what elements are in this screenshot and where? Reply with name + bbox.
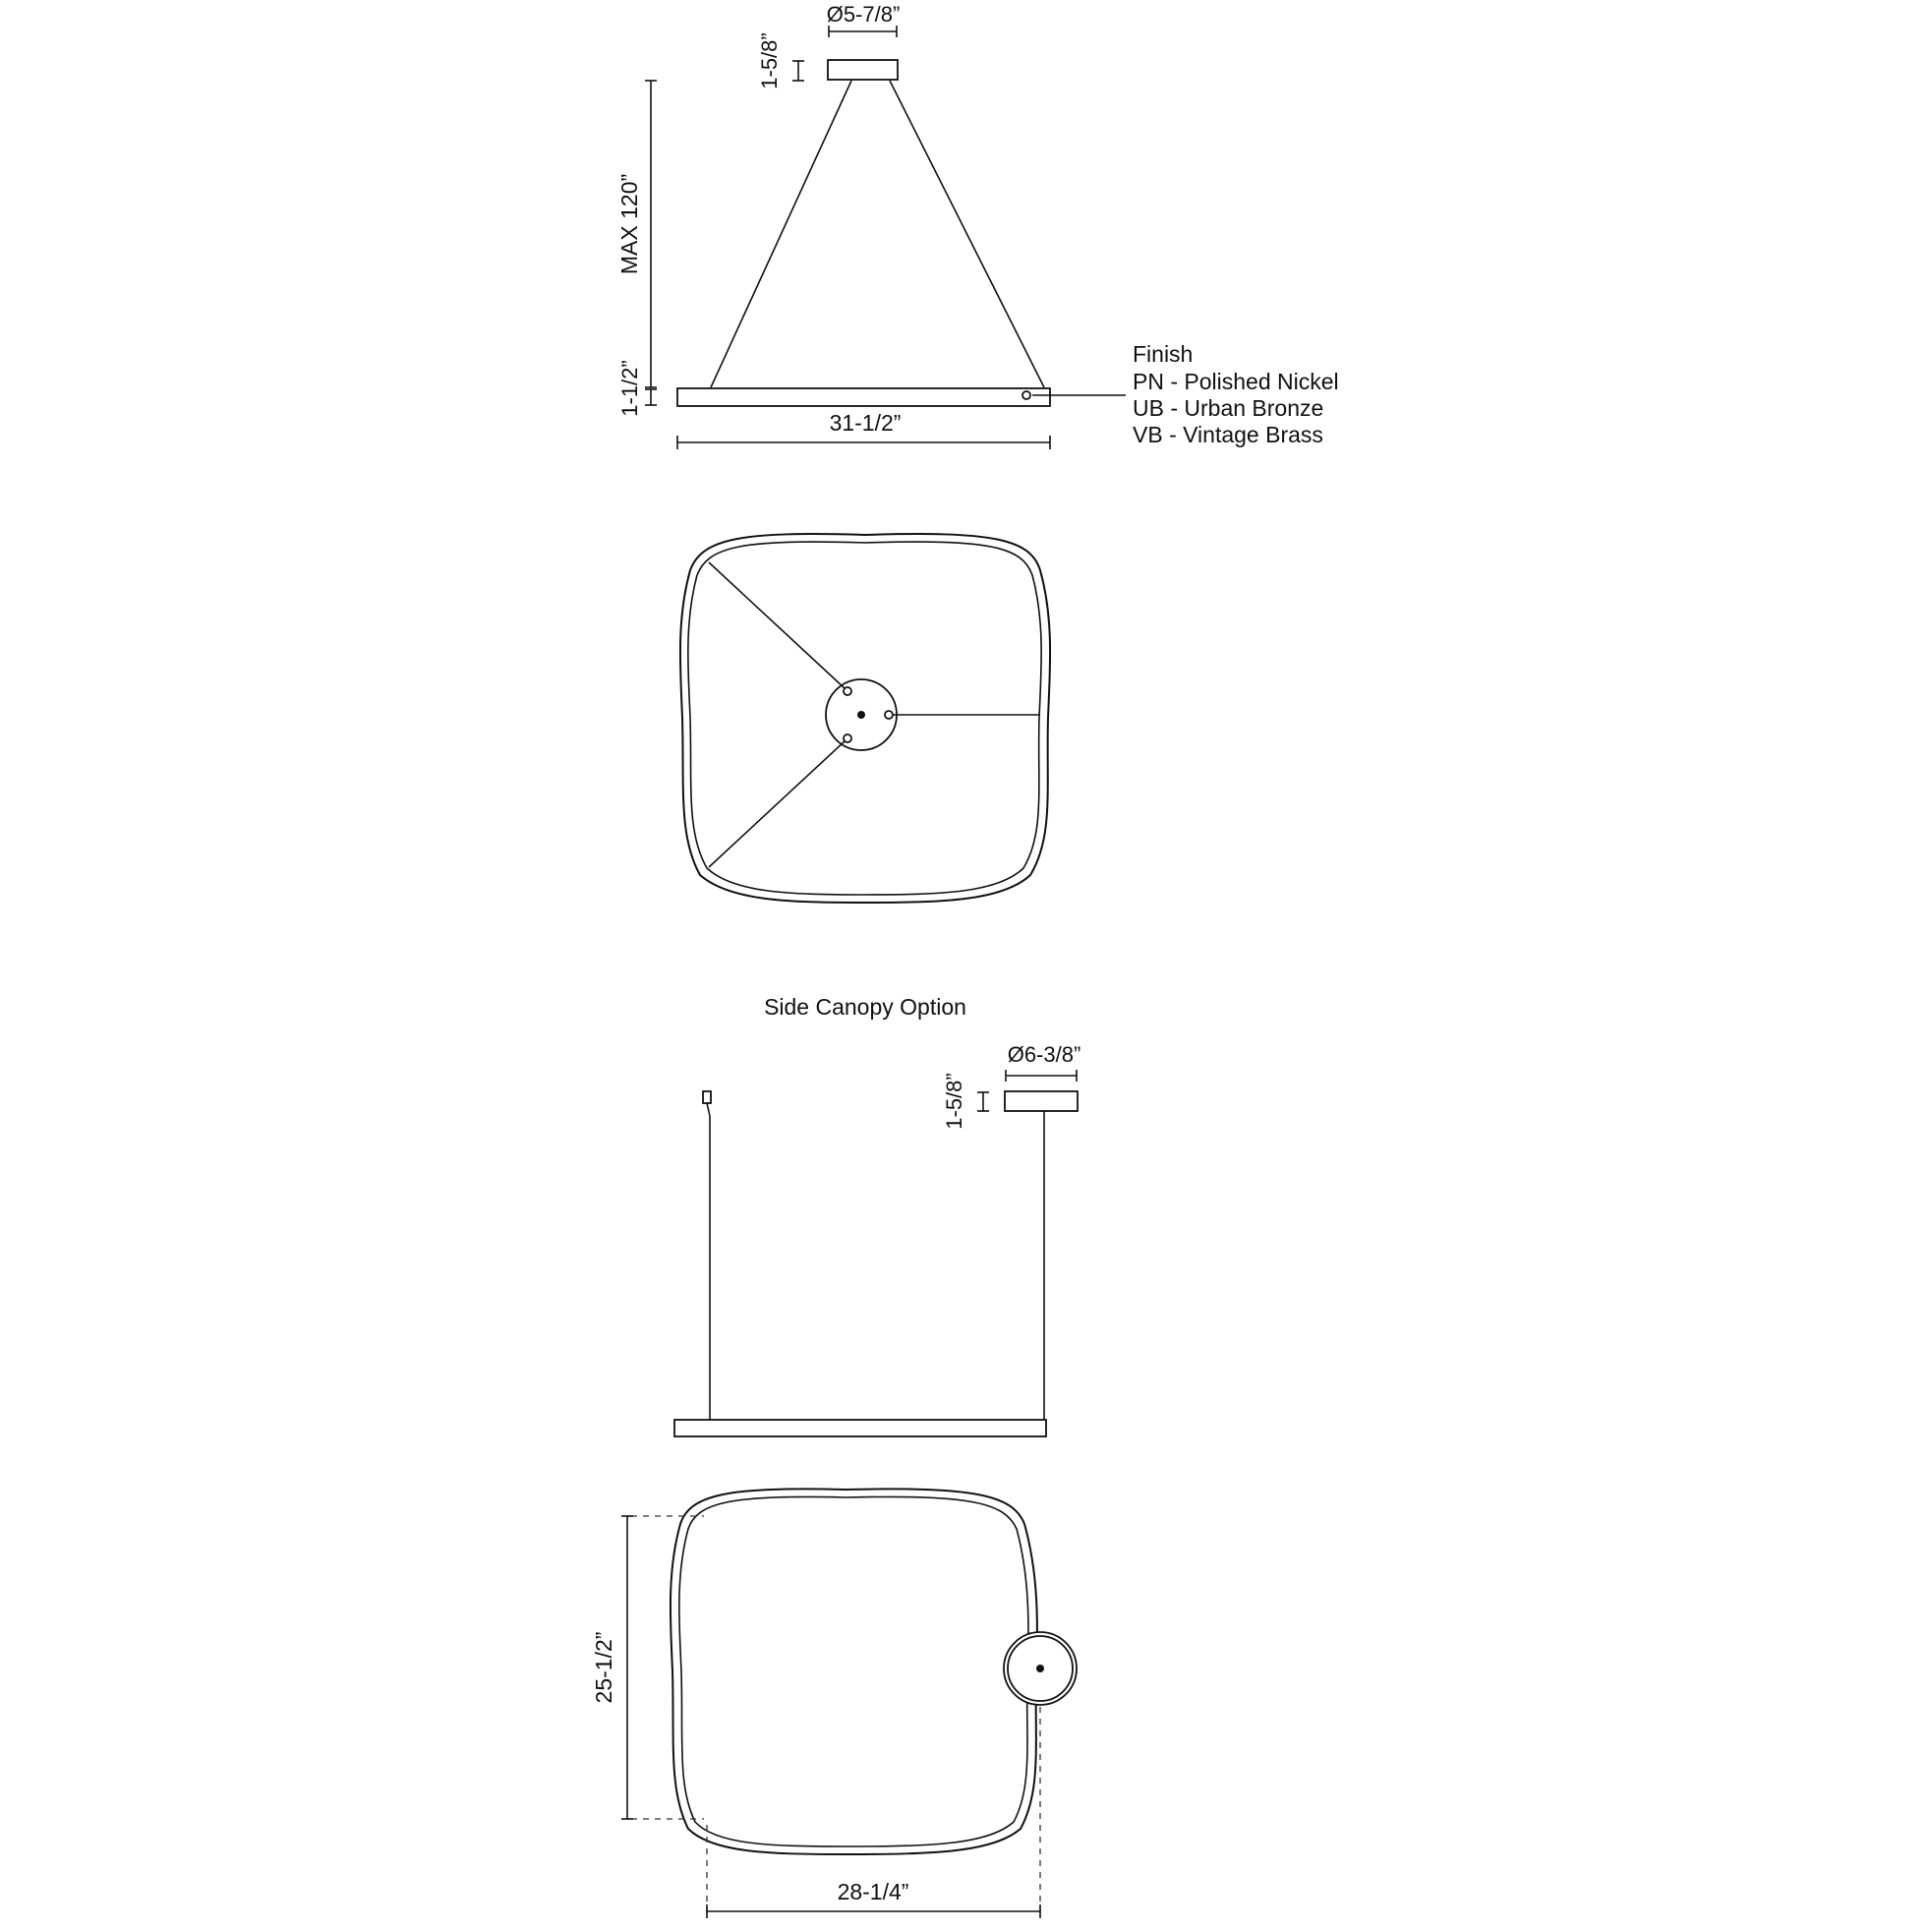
side-canopy-diameter-label: Ø6-3/8” [1007,1042,1081,1067]
finish-option: UB - Urban Bronze [1133,395,1324,421]
side-canopy-plan-view [591,1489,1077,1918]
fixture-height-label: 1-1/2” [617,360,642,417]
plan-view [680,534,1050,903]
fixture-width-label: 31-1/2” [829,410,902,436]
frame-depth-label: 25-1/2” [591,1631,616,1704]
cable-connector [703,1091,711,1103]
side-canopy-title: Side Canopy Option [764,994,966,1020]
suspension-cable [711,81,851,387]
suspension-cable [890,81,1044,387]
finish-option: PN - Polished Nickel [1133,369,1339,394]
finish-option: VB - Vintage Brass [1133,422,1323,447]
side-elevation-view [616,2,1126,449]
side-canopy-height-label: 1-5/8” [942,1073,966,1130]
max-drop-label: MAX 120” [616,173,642,275]
side-canopy [1005,1091,1078,1111]
fixture-bar [674,1420,1046,1436]
finish-title: Finish [1133,341,1194,367]
fixture-bar [677,388,1050,406]
canopy-diameter-label: Ø5-7/8” [826,2,901,27]
canopy-height-label: 1-5/8” [757,32,782,89]
canopy [828,60,898,80]
finish-legend [1133,341,1339,447]
frame-outline [671,1489,1037,1854]
side-canopy-elevation-view [674,994,1080,1436]
frame-width-label: 28-1/4” [837,1879,909,1904]
